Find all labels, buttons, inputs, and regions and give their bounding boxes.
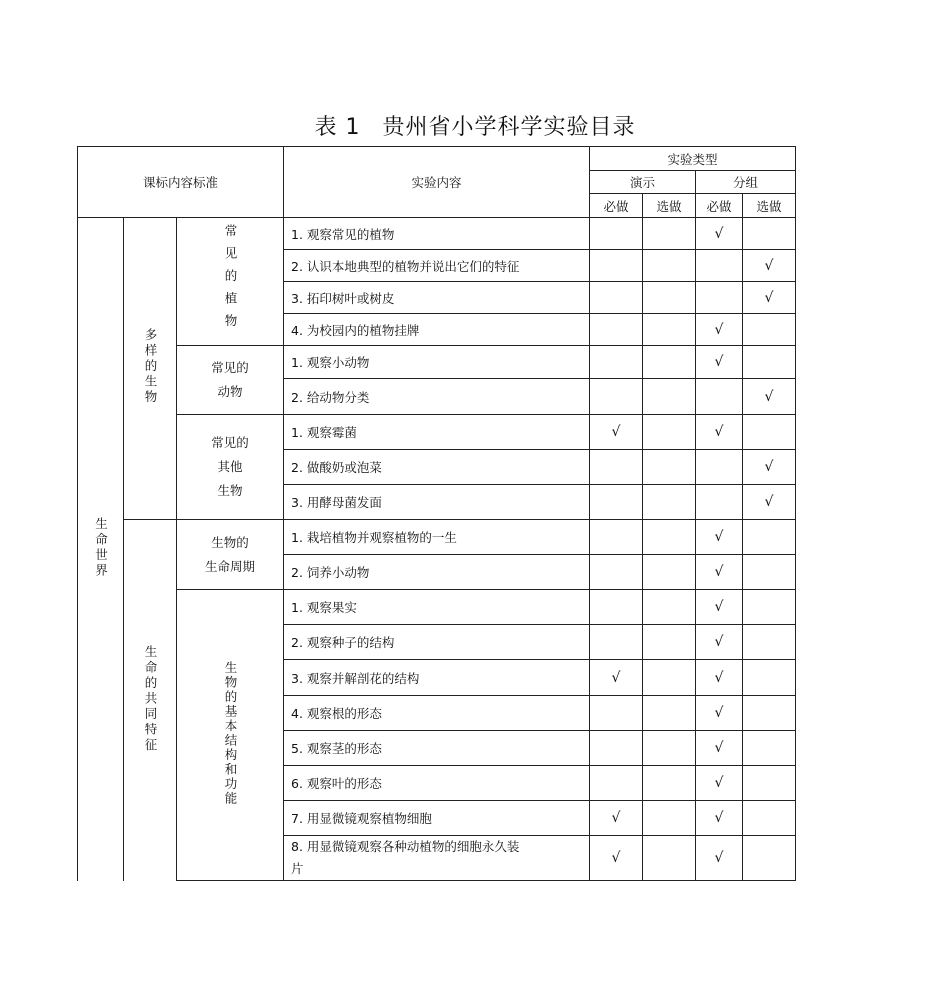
experiment-item: 1. 观察常见的植物 (284, 218, 590, 250)
experiment-item: 1. 观察霉菌 (284, 415, 590, 450)
demo-required-cell (590, 766, 643, 801)
group-required-cell: √ (696, 346, 743, 379)
subtopic-line: 生命周期 (204, 558, 255, 574)
experiment-item (284, 836, 590, 881)
demo-required-cell (590, 731, 643, 766)
topic-label: 多样的生物 (143, 328, 158, 406)
document-title (0, 110, 950, 141)
demo-optional-cell (643, 379, 696, 415)
demo-optional-cell (643, 590, 696, 625)
group-required-cell: √ (696, 696, 743, 731)
group-required-cell (696, 450, 743, 485)
group-required-cell (696, 282, 743, 314)
group-optional-cell: √ (743, 379, 796, 415)
group-optional-cell (743, 625, 796, 660)
header-standard: 课标内容标准 (78, 147, 284, 218)
experiment-item: 2. 观察种子的结构 (284, 625, 590, 660)
group-optional-cell (743, 415, 796, 450)
group-required-cell: √ (696, 415, 743, 450)
subtopic-animals (177, 346, 284, 415)
demo-required-cell (590, 379, 643, 415)
demo-required-cell (590, 590, 643, 625)
group-required-cell: √ (696, 660, 743, 696)
demo-required-cell (590, 346, 643, 379)
subtopic-line: 常见的 (211, 360, 249, 375)
group-required-cell (696, 485, 743, 520)
experiment-item: 4. 观察根的形态 (284, 696, 590, 731)
experiment-item: 7. 用显微镜观察植物细胞 (284, 801, 590, 836)
group-required-cell: √ (696, 766, 743, 801)
demo-optional-cell (643, 218, 696, 250)
group-optional-cell (743, 555, 796, 590)
group-optional-cell: √ (743, 485, 796, 520)
demo-optional-cell (643, 555, 696, 590)
demo-optional-cell (643, 415, 696, 450)
group-optional-cell (743, 218, 796, 250)
experiment-item: 1. 观察果实 (284, 590, 590, 625)
header-demo-required: 必做 (590, 194, 643, 218)
group-optional-cell (743, 696, 796, 731)
subtopic-life-cycle (177, 520, 284, 590)
demo-required-cell (590, 555, 643, 590)
domain-life-world (78, 218, 124, 881)
demo-optional-cell (643, 346, 696, 379)
demo-optional-cell (643, 731, 696, 766)
demo-optional-cell (643, 836, 696, 881)
demo-required-cell (590, 250, 643, 282)
subtopic-line: 生物的 (211, 534, 249, 550)
experiment-item-line: 片 (291, 861, 304, 876)
demo-required-cell (590, 625, 643, 660)
demo-optional-cell (643, 766, 696, 801)
experiment-item: 2. 认识本地典型的植物并说出它们的特征 (284, 250, 590, 282)
experiment-table (77, 146, 796, 881)
experiment-item: 1. 栽培植物并观察植物的一生 (284, 520, 590, 555)
group-required-cell (696, 250, 743, 282)
demo-optional-cell (643, 520, 696, 555)
header-group-optional: 选做 (743, 194, 796, 218)
group-optional-cell (743, 590, 796, 625)
subtopic-plants (177, 218, 284, 346)
table-name: 贵州省小学科学实验目录 (382, 115, 636, 140)
topic-diversity (124, 218, 177, 520)
demo-optional-cell (643, 625, 696, 660)
header-demo: 演示 (590, 171, 696, 194)
demo-required-cell (590, 314, 643, 346)
experiment-item: 3. 拓印树叶或树皮 (284, 282, 590, 314)
demo-required-cell (590, 282, 643, 314)
group-required-cell: √ (696, 590, 743, 625)
header-group: 分组 (696, 171, 796, 194)
group-optional-cell: √ (743, 250, 796, 282)
group-optional-cell (743, 314, 796, 346)
demo-required-cell (590, 450, 643, 485)
group-required-cell: √ (696, 731, 743, 766)
subtopic-line: 常见的 (211, 435, 249, 450)
demo-required-cell: √ (590, 801, 643, 836)
group-required-cell (696, 379, 743, 415)
group-optional-cell: √ (743, 282, 796, 314)
table-number: 表 1 (314, 115, 361, 140)
experiment-item: 5. 观察茎的形态 (284, 731, 590, 766)
demo-optional-cell (643, 801, 696, 836)
demo-required-cell (590, 485, 643, 520)
header-group-required: 必做 (696, 194, 743, 218)
demo-required-cell: √ (590, 836, 643, 881)
group-optional-cell (743, 836, 796, 881)
group-required-cell: √ (696, 520, 743, 555)
experiment-item: 2. 做酸奶或泡菜 (284, 450, 590, 485)
demo-required-cell (590, 218, 643, 250)
domain-label: 生命世界 (93, 516, 109, 579)
group-optional-cell (743, 731, 796, 766)
group-optional-cell (743, 766, 796, 801)
subtopic-structure-function (177, 590, 284, 881)
group-optional-cell (743, 520, 796, 555)
demo-optional-cell (643, 696, 696, 731)
topic-common-features (124, 520, 177, 881)
group-optional-cell (743, 660, 796, 696)
group-required-cell: √ (696, 625, 743, 660)
demo-optional-cell (643, 250, 696, 282)
demo-required-cell: √ (590, 415, 643, 450)
subtopic-label: 常见的植物 (223, 223, 238, 337)
header-type: 实验类型 (590, 147, 796, 171)
demo-required-cell: √ (590, 660, 643, 696)
subtopic-other-organisms (177, 415, 284, 520)
group-required-cell: √ (696, 314, 743, 346)
header-content: 实验内容 (284, 147, 590, 218)
demo-optional-cell (643, 282, 696, 314)
group-optional-cell (743, 801, 796, 836)
group-optional-cell (743, 346, 796, 379)
subtopic-label: 生物的基本结构和功能 (223, 661, 238, 806)
demo-optional-cell (643, 314, 696, 346)
header-demo-optional: 选做 (643, 194, 696, 218)
group-required-cell: √ (696, 836, 743, 881)
experiment-item: 4. 为校园内的植物挂牌 (284, 314, 590, 346)
group-required-cell: √ (696, 218, 743, 250)
group-optional-cell: √ (743, 450, 796, 485)
demo-optional-cell (643, 450, 696, 485)
experiment-item: 6. 观察叶的形态 (284, 766, 590, 801)
demo-required-cell (590, 696, 643, 731)
subtopic-line: 其他 (217, 459, 243, 474)
experiment-item-line: 8. 用显微镜观察各种动植物的细胞永久装 (291, 839, 520, 854)
demo-required-cell (590, 520, 643, 555)
experiment-item: 3. 观察并解剖花的结构 (284, 660, 590, 696)
subtopic-line: 生物 (217, 483, 243, 498)
experiment-item: 3. 用酵母菌发面 (284, 485, 590, 520)
group-required-cell: √ (696, 555, 743, 590)
group-required-cell: √ (696, 801, 743, 836)
experiment-item: 2. 饲养小动物 (284, 555, 590, 590)
demo-optional-cell (643, 660, 696, 696)
experiment-item: 2. 给动物分类 (284, 379, 590, 415)
topic-label: 生命的共同特征 (143, 644, 158, 753)
demo-optional-cell (643, 485, 696, 520)
subtopic-line: 动物 (217, 384, 243, 399)
experiment-item: 1. 观察小动物 (284, 346, 590, 379)
